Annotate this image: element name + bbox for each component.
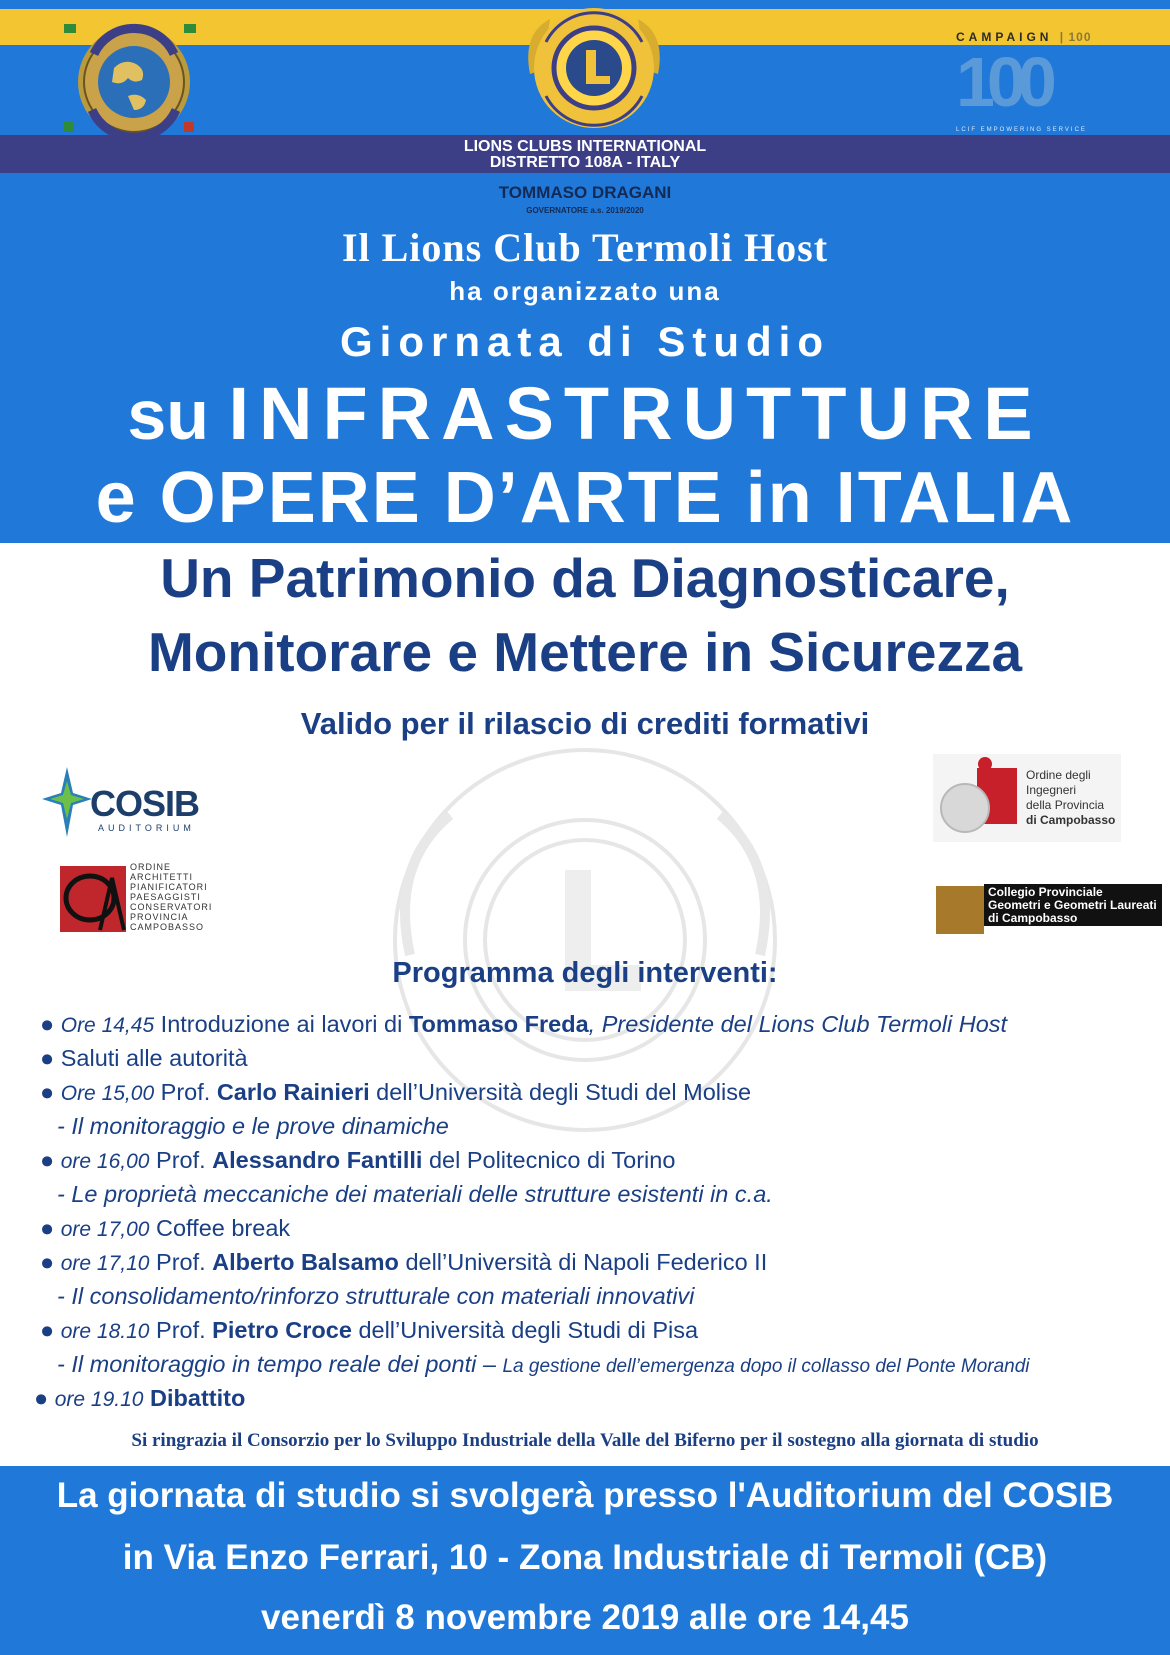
program-item: ● Saluti alle autorità: [40, 1045, 248, 1071]
program-topic: - Il monitoraggio in tempo reale dei ponti – La gestione dell’emergenza dopo il collasso del Ponte Morandi: [57, 1351, 1030, 1377]
governor-name: TOMMASO DRAGANI: [498, 183, 672, 202]
subtitle-line1: Un Patrimonio da Diagnosticare,: [160, 547, 1010, 609]
ordine-architetti-logo: [60, 862, 213, 936]
program-item: ● ore 16,00 Prof. Alessandro Fantilli del Politecnico di Torino: [40, 1147, 676, 1173]
campaign-big-number: 100: [956, 43, 1049, 121]
organized-text: ha organizzato una: [449, 276, 721, 306]
org-name: LIONS CLUBS INTERNATIONAL: [463, 138, 707, 155]
program-item: ● ore 17,10 Prof. Alberto Balsamo dell’Università di Napoli Federico II: [40, 1249, 768, 1275]
cosib-subtitle: AUDITORIUM: [98, 823, 195, 833]
program-item: ● ore 19.10 Dibattito: [34, 1385, 246, 1411]
program-item: ● ore 18.10 Prof. Pietro Croce dell’Università degli Studi di Pisa: [40, 1317, 699, 1343]
architetti-mark-icon: [60, 862, 130, 936]
footer-banner: [0, 1466, 1170, 1655]
subtitle-line2: Monitorare e Mettere in Sicurezza: [147, 621, 1023, 683]
program-item: ● Ore 14,45 Introduzione ai lavori di Tommaso Freda, Presidente del Lions Club Termoli Host: [40, 1011, 1008, 1037]
event-type: Giornata di Studio: [340, 318, 830, 365]
campaign-label: CAMPAIGN: [956, 30, 1053, 44]
cosib-star-icon: [42, 757, 92, 843]
campaign-tagline: LCIF EMPOWERING SERVICE: [956, 127, 1087, 133]
lions-emblem-left-logo: [62, 18, 202, 143]
headline-line1: [0, 372, 1170, 457]
credits-note: Valido per il rilascio di crediti formativi: [300, 706, 870, 741]
headline-infrastrutture: INFRASTRUTTURE: [228, 372, 1043, 455]
program-topic: - Il consolidamento/rinforzo strutturale con materiali innovativi: [57, 1283, 695, 1309]
campaign-100-logo: CAMPAIGN | 100 100 LCIF EMPOWERING SERVICE: [956, 30, 1092, 133]
governor-role: GOVERNATORE a.s. 2019/2020: [526, 206, 644, 215]
club-name: Il Lions Club Termoli Host: [341, 225, 829, 270]
program-item: ● ore 17,00 Coffee break: [40, 1215, 291, 1241]
ingegneri-text: Ordine degli Ingegneri della Provincia di Campobasso: [1026, 768, 1116, 827]
headline-line2: e OPERE D’ARTE in ITALIA: [95, 458, 1075, 538]
cosib-name: COSIB: [90, 783, 200, 824]
program-title: Programma degli interventi:: [392, 957, 778, 989]
program-list: [34, 1007, 1150, 1415]
program-item: ● Ore 15,00 Prof. Carlo Rainieri dell’Università degli Studi del Molise: [40, 1079, 752, 1105]
cosib-logo: [42, 757, 232, 843]
venue-line1: La giornata di studio si svolgerà presso l'Auditorium del COSIB: [56, 1476, 1114, 1515]
ingegneri-mark-icon: [933, 754, 1025, 842]
thanks-note: Si ringrazia il Consorzio per lo Sviluppo Industriale della Valle del Biferno per il sostegno alla giornata di studio: [131, 1430, 1039, 1451]
program-topic: - Le proprietà meccaniche dei materiali delle strutture esistenti in c.a.: [57, 1181, 773, 1207]
district-name: DISTRETTO 108A - ITALY: [489, 154, 681, 171]
ordine-ingegneri-logo: [933, 754, 1121, 842]
venue-line2: in Via Enzo Ferrari, 10 - Zona Industriale di Termoli (CB): [122, 1538, 1048, 1577]
collegio-geometri-logo: [936, 884, 1162, 934]
event-date: venerdì 8 novembre 2019 alle ore 14,45: [261, 1598, 909, 1637]
campaign-number: 100: [1068, 30, 1092, 44]
program-topic: - Il monitoraggio e le prove dinamiche: [57, 1113, 449, 1139]
architetti-text: ORDINE ARCHITETTI PIANIFICATORI PAESAGGISTI CONSERVATORI PROVINCIA CAMPOBASSO: [130, 862, 213, 932]
geometri-text: Collegio Provinciale Geometri e Geometri Laureati di Campobasso: [988, 885, 1157, 925]
headline-su: su: [127, 376, 210, 454]
geometri-mark-icon: [936, 886, 984, 934]
lions-international-logo: [520, 4, 668, 134]
